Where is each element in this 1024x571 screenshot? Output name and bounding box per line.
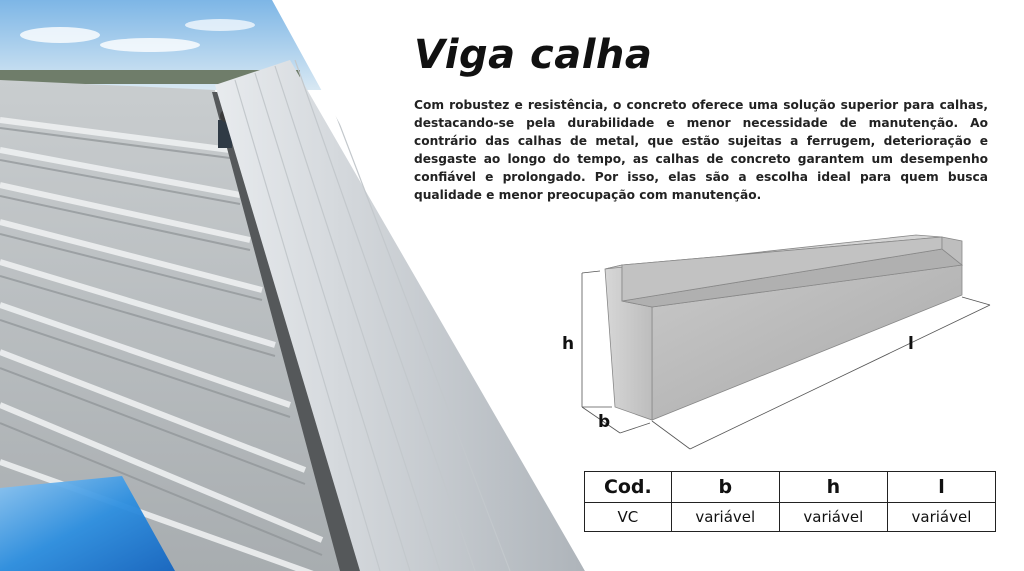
dimension-label-b: b — [598, 412, 611, 432]
cell-cod: VC — [585, 503, 672, 532]
header-h: h — [779, 472, 887, 503]
cell-h: variável — [779, 503, 887, 532]
dimension-label-h: h — [562, 334, 575, 354]
page-title: Viga calha — [414, 32, 653, 78]
beam-diagram — [560, 225, 1000, 465]
header-b: b — [671, 472, 779, 503]
header-l: l — [887, 472, 995, 503]
cell-b: variável — [671, 503, 779, 532]
dimension-label-l: l — [908, 334, 914, 354]
specs-table — [584, 471, 996, 532]
table-header-row — [585, 472, 996, 503]
description-paragraph: Com robustez e resistência, o concreto oferece uma solução superior para calhas, destacando-se pela durabilidade e menor necessidade de manutenção. Ao contrário das calhas de metal, que estão sujeitas a ferrugem, deterioração e desgaste ao longo do tempo, as calhas de concreto garantem um desempenho confiável e prolongado. Por isso, elas são a escolha ideal para quem busca qualidade e menor preocupação com manutenção. — [414, 98, 988, 202]
table-row — [585, 503, 996, 532]
header-cod: Cod. — [585, 472, 672, 503]
cell-l: variável — [887, 503, 995, 532]
